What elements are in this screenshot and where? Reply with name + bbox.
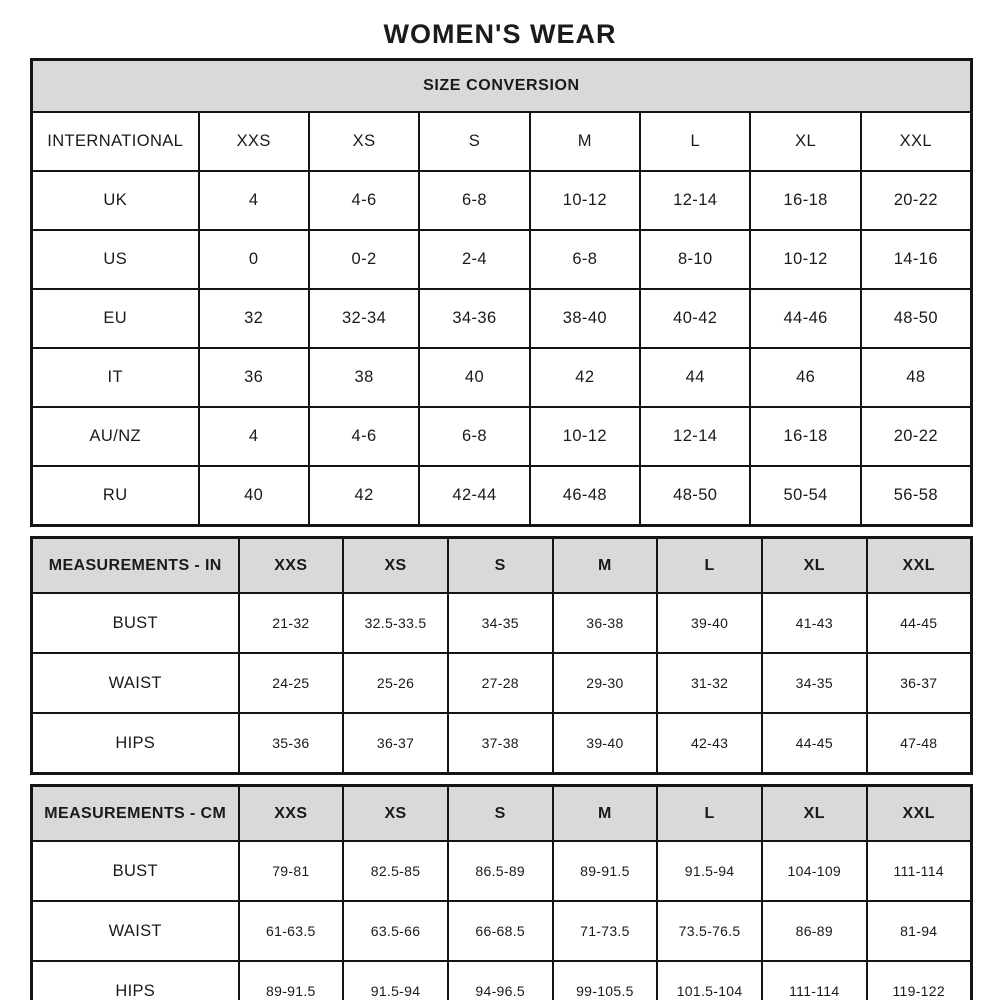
measurements-cm-value-cell: 86-89: [762, 901, 867, 961]
page-title: WOMEN'S WEAR: [383, 19, 617, 49]
size-conversion-title: SIZE CONVERSION: [32, 60, 972, 113]
measurements-in-column-header: XL: [762, 538, 867, 594]
size-conversion-value-cell: 46-48: [530, 466, 640, 526]
table-row: [32, 593, 972, 653]
measurements-cm-value-cell: 91.5-94: [657, 841, 762, 901]
table-row: [32, 230, 972, 289]
measurements-in-value-cell: 25-26: [343, 653, 448, 713]
table-gap: [30, 527, 970, 536]
size-conversion-value-cell: 10-12: [530, 171, 640, 230]
measurements-cm-column-header: XS: [343, 786, 448, 842]
measurements-cm-row-label: HIPS: [32, 961, 239, 1000]
size-conversion-value-cell: 4-6: [309, 171, 419, 230]
size-conversion-row-label: US: [32, 230, 199, 289]
table-row: [32, 466, 972, 526]
measurements-cm-value-cell: 111-114: [867, 841, 972, 901]
measurements-in-column-header: M: [553, 538, 658, 594]
size-conversion-value-cell: 4-6: [309, 407, 419, 466]
size-conversion-column-header: S: [419, 112, 529, 171]
size-conversion-value-cell: 8-10: [640, 230, 750, 289]
size-conversion-value-cell: 2-4: [419, 230, 529, 289]
size-conversion-value-cell: 6-8: [530, 230, 640, 289]
size-conversion-value-cell: 20-22: [861, 171, 971, 230]
measurements-in-value-cell: 21-32: [239, 593, 344, 653]
measurements-cm-value-cell: 81-94: [867, 901, 972, 961]
measurements-in-row-label: WAIST: [32, 653, 239, 713]
size-conversion-row-label: IT: [32, 348, 199, 407]
table-row: [32, 961, 972, 1000]
measurements-in-value-cell: 27-28: [448, 653, 553, 713]
measurements-cm-column-header: M: [553, 786, 658, 842]
size-conversion-value-cell: 48-50: [640, 466, 750, 526]
measurements-cm-value-cell: 82.5-85: [343, 841, 448, 901]
size-conversion-value-cell: 16-18: [750, 407, 860, 466]
size-conversion-value-cell: 42: [309, 466, 419, 526]
measurements-in-value-cell: 36-37: [343, 713, 448, 774]
measurements-in-columns-row: [32, 538, 972, 594]
size-conversion-value-cell: 14-16: [861, 230, 971, 289]
size-conversion-value-cell: 56-58: [861, 466, 971, 526]
size-conversion-table: [30, 58, 973, 527]
size-conversion-value-cell: 48: [861, 348, 971, 407]
size-conversion-value-cell: 6-8: [419, 407, 529, 466]
size-conversion-column-header: L: [640, 112, 750, 171]
measurements-in-value-cell: 29-30: [553, 653, 658, 713]
measurements-in-value-cell: 37-38: [448, 713, 553, 774]
size-conversion-column-header: INTERNATIONAL: [32, 112, 199, 171]
size-conversion-value-cell: 40: [419, 348, 529, 407]
measurements-in-value-cell: 32.5-33.5: [343, 593, 448, 653]
measurements-in-value-cell: 34-35: [762, 653, 867, 713]
size-conversion-value-cell: 32-34: [309, 289, 419, 348]
measurements-cm-value-cell: 86.5-89: [448, 841, 553, 901]
size-conversion-columns-row: [32, 112, 972, 171]
table-row: [32, 407, 972, 466]
measurements-cm-value-cell: 104-109: [762, 841, 867, 901]
measurements-in-value-cell: 34-35: [448, 593, 553, 653]
size-conversion-value-cell: 4: [199, 407, 309, 466]
table-gap: [30, 775, 970, 784]
measurements-in-value-cell: 41-43: [762, 593, 867, 653]
measurements-in-value-cell: 44-45: [762, 713, 867, 774]
size-conversion-value-cell: 50-54: [750, 466, 860, 526]
measurements-cm-value-cell: 111-114: [762, 961, 867, 1000]
measurements-in-value-cell: 47-48: [867, 713, 972, 774]
measurements-cm-value-cell: 89-91.5: [239, 961, 344, 1000]
size-conversion-header-row: [32, 60, 972, 113]
table-row: [32, 653, 972, 713]
size-conversion-value-cell: 6-8: [419, 171, 529, 230]
measurements-in-table: [30, 536, 973, 775]
measurements-cm-title: MEASUREMENTS - CM: [32, 786, 239, 842]
measurements-cm-value-cell: 94-96.5: [448, 961, 553, 1000]
measurements-cm-value-cell: 61-63.5: [239, 901, 344, 961]
size-conversion-value-cell: 10-12: [750, 230, 860, 289]
measurements-in-row-label: BUST: [32, 593, 239, 653]
size-conversion-row-label: RU: [32, 466, 199, 526]
measurements-in-value-cell: 36-37: [867, 653, 972, 713]
measurements-in-value-cell: 35-36: [239, 713, 344, 774]
size-conversion-value-cell: 0: [199, 230, 309, 289]
measurements-cm-value-cell: 79-81: [239, 841, 344, 901]
table-row: [32, 901, 972, 961]
size-conversion-value-cell: 48-50: [861, 289, 971, 348]
size-conversion-value-cell: 42: [530, 348, 640, 407]
measurements-cm-table: [30, 784, 973, 1000]
measurements-in-column-header: XS: [343, 538, 448, 594]
measurements-cm-column-header: XL: [762, 786, 867, 842]
measurements-in-row-label: HIPS: [32, 713, 239, 774]
table-row: [32, 841, 972, 901]
measurements-cm-value-cell: 73.5-76.5: [657, 901, 762, 961]
size-conversion-row-label: UK: [32, 171, 199, 230]
size-conversion-column-header: XXL: [861, 112, 971, 171]
size-conversion-value-cell: 40-42: [640, 289, 750, 348]
measurements-in-value-cell: 36-38: [553, 593, 658, 653]
measurements-in-value-cell: 24-25: [239, 653, 344, 713]
measurements-cm-value-cell: 91.5-94: [343, 961, 448, 1000]
size-conversion-value-cell: 16-18: [750, 171, 860, 230]
size-conversion-value-cell: 12-14: [640, 171, 750, 230]
size-conversion-value-cell: 42-44: [419, 466, 529, 526]
size-conversion-value-cell: 44-46: [750, 289, 860, 348]
measurements-cm-value-cell: 66-68.5: [448, 901, 553, 961]
measurements-in-column-header: L: [657, 538, 762, 594]
size-conversion-value-cell: 34-36: [419, 289, 529, 348]
size-conversion-value-cell: 0-2: [309, 230, 419, 289]
measurements-in-value-cell: 44-45: [867, 593, 972, 653]
size-conversion-row-label: EU: [32, 289, 199, 348]
measurements-cm-value-cell: 71-73.5: [553, 901, 658, 961]
table-row: [32, 713, 972, 774]
measurements-in-value-cell: 42-43: [657, 713, 762, 774]
measurements-in-value-cell: 39-40: [553, 713, 658, 774]
measurements-cm-column-header: XXS: [239, 786, 344, 842]
measurements-cm-value-cell: 119-122: [867, 961, 972, 1000]
size-conversion-column-header: XL: [750, 112, 860, 171]
size-conversion-column-header: XXS: [199, 112, 309, 171]
size-conversion-value-cell: 36: [199, 348, 309, 407]
measurements-cm-value-cell: 101.5-104: [657, 961, 762, 1000]
measurements-cm-columns-row: [32, 786, 972, 842]
measurements-cm-column-header: XXL: [867, 786, 972, 842]
measurements-in-column-header: XXS: [239, 538, 344, 594]
size-conversion-value-cell: 38-40: [530, 289, 640, 348]
measurements-cm-value-cell: 63.5-66: [343, 901, 448, 961]
size-conversion-value-cell: 32: [199, 289, 309, 348]
measurements-in-value-cell: 31-32: [657, 653, 762, 713]
size-conversion-value-cell: 38: [309, 348, 419, 407]
size-conversion-value-cell: 44: [640, 348, 750, 407]
measurements-cm-column-header: L: [657, 786, 762, 842]
size-conversion-column-header: M: [530, 112, 640, 171]
size-conversion-value-cell: 12-14: [640, 407, 750, 466]
size-conversion-value-cell: 40: [199, 466, 309, 526]
measurements-in-column-header: XXL: [867, 538, 972, 594]
measurements-in-column-header: S: [448, 538, 553, 594]
measurements-cm-column-header: S: [448, 786, 553, 842]
measurements-cm-row-label: WAIST: [32, 901, 239, 961]
size-conversion-value-cell: 46: [750, 348, 860, 407]
table-row: [32, 171, 972, 230]
table-row: [32, 348, 972, 407]
size-conversion-row-label: AU/NZ: [32, 407, 199, 466]
measurements-cm-row-label: BUST: [32, 841, 239, 901]
size-conversion-column-header: XS: [309, 112, 419, 171]
size-conversion-value-cell: 10-12: [530, 407, 640, 466]
measurements-in-title: MEASUREMENTS - IN: [32, 538, 239, 594]
measurements-cm-value-cell: 99-105.5: [553, 961, 658, 1000]
table-row: [32, 289, 972, 348]
measurements-cm-value-cell: 89-91.5: [553, 841, 658, 901]
size-conversion-value-cell: 4: [199, 171, 309, 230]
size-conversion-value-cell: 20-22: [861, 407, 971, 466]
measurements-in-value-cell: 39-40: [657, 593, 762, 653]
